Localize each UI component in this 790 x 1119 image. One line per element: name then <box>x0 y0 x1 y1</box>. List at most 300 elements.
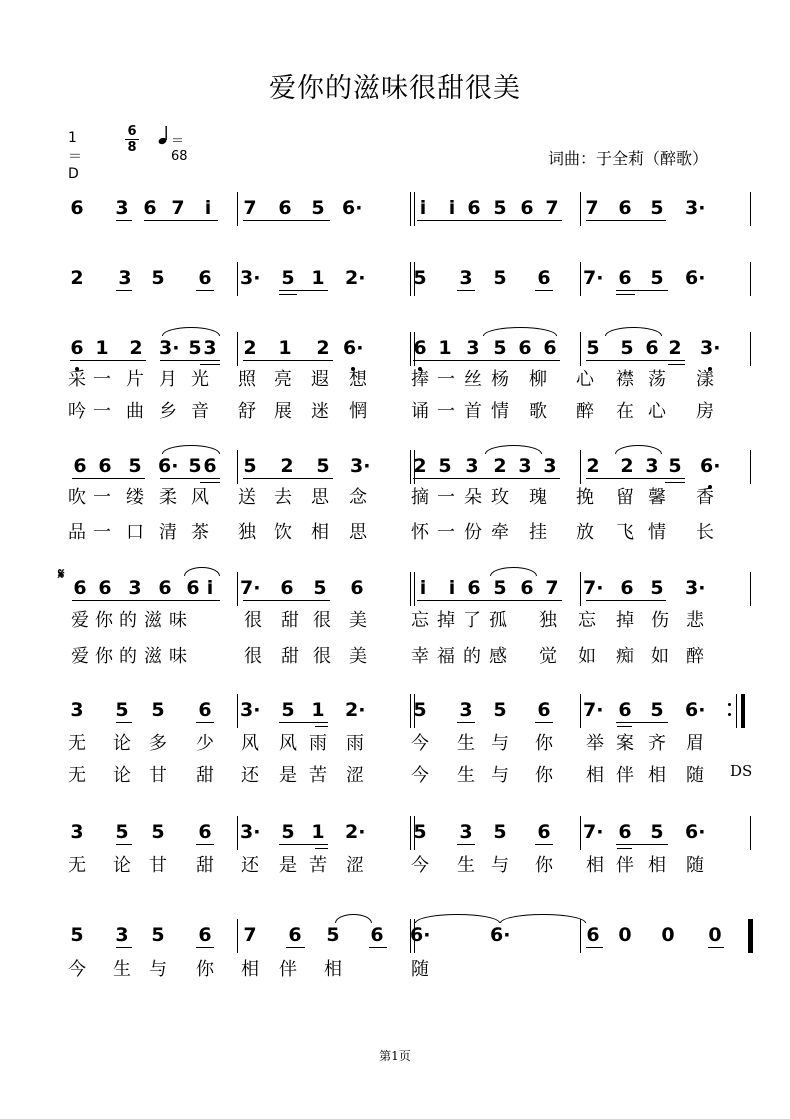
beam-underline <box>196 844 214 845</box>
slur <box>490 567 537 576</box>
lyric-char: 甜 <box>196 855 214 876</box>
lyric-char: 一 <box>437 522 455 543</box>
note-digit: 0 <box>618 924 632 946</box>
lyric-char: 相 <box>648 765 666 786</box>
note-digit: 5 <box>650 821 664 843</box>
lyric-char: 今 <box>68 959 86 980</box>
note-digit: 3 <box>203 337 217 359</box>
note-digit: 6 <box>98 577 112 599</box>
lyric-char: 孤 <box>489 610 507 631</box>
lyric-char: 随 <box>686 765 704 786</box>
lyric-char: 相 <box>324 959 342 980</box>
bar-line <box>580 262 581 296</box>
note-digit: 5 <box>493 821 507 843</box>
lyric-char: 在 <box>616 401 634 422</box>
lyric-char: 如 <box>651 646 669 667</box>
note-digit: 6· <box>685 699 706 721</box>
bar-line <box>750 450 751 484</box>
lyric-char: 爱 <box>71 610 89 631</box>
lyric-char: 音 <box>191 401 209 422</box>
beam-underline <box>279 844 328 845</box>
bar-line <box>580 572 581 606</box>
lyric-char: 照 <box>238 369 256 390</box>
lyric-char: 清 <box>159 522 177 543</box>
bar-line <box>750 262 751 296</box>
bar-line <box>410 192 411 226</box>
note-digit: 6 <box>618 699 632 721</box>
note-digit: 1 <box>311 699 325 721</box>
lyric-char: 瑰 <box>529 487 547 508</box>
lyric-char: 的 <box>119 646 137 667</box>
note-digit: 6 <box>467 577 481 599</box>
note-digit: 6 <box>370 924 384 946</box>
note-digit: 3 <box>115 197 129 219</box>
note-digit: 6 <box>518 337 532 359</box>
lyric-char: 还 <box>241 855 259 876</box>
lyric-char: 无 <box>68 765 86 786</box>
lyric-char: 与 <box>149 959 167 980</box>
lyric-char: 荡 <box>648 369 666 390</box>
lyric-char: 香 <box>696 487 714 508</box>
lyric-char: 歌 <box>529 401 547 422</box>
note-digit: 2· <box>345 699 366 721</box>
lyric-char: 与 <box>491 855 509 876</box>
beam-underline <box>116 947 132 948</box>
note-digit: 5 <box>586 337 600 359</box>
beam-underline <box>616 290 668 291</box>
beam-underline <box>116 290 132 291</box>
lyric-char: 生 <box>457 855 475 876</box>
note-digit: 1 <box>438 337 452 359</box>
note-digit: 6 <box>620 577 634 599</box>
lyric-char: 雨 <box>346 733 364 754</box>
lyric-char: 摘 <box>411 487 429 508</box>
lyric-char: 心 <box>648 401 666 422</box>
lyric-char: 无 <box>68 733 86 754</box>
note-digit: 2 <box>668 337 682 359</box>
note-digit: 5 <box>151 821 165 843</box>
note-digit: 1 <box>311 821 325 843</box>
lyric-char: 与 <box>491 765 509 786</box>
note-digit: 5 <box>650 267 664 289</box>
note-digit: 2 <box>620 455 634 477</box>
lyric-char: 杨 <box>491 369 509 390</box>
note-digit: 0 <box>708 924 722 946</box>
final-bar <box>748 919 752 953</box>
lyric-char: 生 <box>457 733 475 754</box>
note-digit: 6 <box>537 821 551 843</box>
lyric-char: 滋 <box>144 610 162 631</box>
lyric-char: 采 <box>68 369 86 390</box>
beam-underline <box>586 478 685 479</box>
lyric-char: 爱 <box>71 646 89 667</box>
note-digit: 3· <box>240 821 261 843</box>
lyric-char: 雨 <box>309 733 327 754</box>
lyric-char: 论 <box>113 765 131 786</box>
note-digit: i <box>448 197 456 219</box>
lyric-char: 一 <box>93 487 111 508</box>
note-digit: 6 <box>70 197 84 219</box>
note-digit: 5 <box>493 337 507 359</box>
lyric-char: 相 <box>586 765 604 786</box>
lyric-char: 如 <box>578 646 596 667</box>
note-digit: 6 <box>618 197 632 219</box>
lyric-char: 伴 <box>616 765 634 786</box>
beam-underline <box>708 947 724 948</box>
note-digit: 5 <box>281 699 295 721</box>
bar-line <box>750 816 751 850</box>
lyric-char: 与 <box>491 733 509 754</box>
beam-underline <box>160 360 220 361</box>
note-digit: 3· <box>159 337 180 359</box>
lyric-char: 放 <box>576 522 594 543</box>
beam-underline <box>586 947 603 948</box>
lyric-char: 很 <box>244 610 262 631</box>
lyric-char: 思 <box>349 522 367 543</box>
lyric-char: 随 <box>411 959 429 980</box>
note-digit: 7 <box>545 577 559 599</box>
lyric-char: 相 <box>311 522 329 543</box>
lyric-char: 今 <box>411 733 429 754</box>
lyric-char: 今 <box>411 765 429 786</box>
beam-underline <box>200 364 220 365</box>
note-digit: 3 <box>459 267 473 289</box>
lyric-char: 味 <box>169 610 187 631</box>
lyric-char: 甜 <box>196 765 214 786</box>
tempo-mark: ＝ 68 <box>171 134 188 164</box>
lyric-char: 念 <box>349 487 367 508</box>
beam-underline <box>279 722 328 723</box>
note-digit: 7 <box>243 924 257 946</box>
note-digit: 5 <box>413 267 427 289</box>
lyric-char: 了 <box>463 610 481 631</box>
bar-line <box>237 262 238 296</box>
beam-underline <box>616 844 668 845</box>
note-digit: 1 <box>278 337 292 359</box>
time-signature-top: 6 <box>127 124 137 139</box>
slur <box>500 914 586 923</box>
lyric-char: 迷 <box>311 401 329 422</box>
beam-underline <box>116 844 132 845</box>
lyric-char: 饮 <box>274 522 292 543</box>
note-digit: 3 <box>645 455 659 477</box>
lyric-char: 独 <box>539 610 557 631</box>
note-digit: 5 <box>620 337 634 359</box>
bar-line <box>410 572 411 606</box>
bar-line <box>237 816 238 850</box>
note-digit: 2 <box>493 455 507 477</box>
beam-underline <box>535 844 553 845</box>
lyric-char: 一 <box>437 487 455 508</box>
note-digit: 7· <box>583 821 604 843</box>
note-digit: 7· <box>583 577 604 599</box>
lyric-char: 诵 <box>411 401 429 422</box>
note-digit: 5 <box>188 337 202 359</box>
bar-line <box>580 450 581 484</box>
note-digit: 6 <box>413 337 427 359</box>
note-digit: 3 <box>128 577 142 599</box>
note-digit: 3· <box>685 577 706 599</box>
lyric-char: 味 <box>169 646 187 667</box>
beam-underline <box>196 947 214 948</box>
note-digit: i <box>419 197 427 219</box>
note-digit: 7· <box>240 577 261 599</box>
lyric-char: 涩 <box>346 765 364 786</box>
lyric-char: 去 <box>274 487 292 508</box>
note-digit: i <box>206 577 214 599</box>
lyric-char: 乡 <box>159 401 177 422</box>
beam-underline <box>616 294 635 295</box>
note-digit: 3· <box>240 267 261 289</box>
lyric-char: 品 <box>68 522 86 543</box>
lyric-char: 相 <box>241 959 259 980</box>
beam-underline <box>665 482 685 483</box>
lyric-char: 伴 <box>616 855 634 876</box>
note-digit: 6 <box>203 455 217 477</box>
final-bar <box>741 694 745 728</box>
note-digit: 7· <box>583 699 604 721</box>
note-digit: i <box>204 197 212 219</box>
note-digit: 3 <box>466 337 480 359</box>
beam-underline <box>160 478 220 479</box>
note-digit: 2· <box>345 821 366 843</box>
note-digit: 6 <box>543 337 557 359</box>
note-digit: 6 <box>288 924 302 946</box>
beam-underline <box>417 220 562 221</box>
lyric-char: 风 <box>191 487 209 508</box>
slur <box>605 327 662 336</box>
beam-underline <box>413 478 560 479</box>
lyric-char: 片 <box>126 369 144 390</box>
lyric-char: 很 <box>313 610 331 631</box>
lyric-char: 论 <box>113 733 131 754</box>
note-digit: 6 <box>198 267 212 289</box>
lyric-char: 首 <box>464 401 482 422</box>
note-digit: 6 <box>186 577 200 599</box>
lyric-char: 你 <box>535 733 553 754</box>
segno-icon: 𝄋 <box>58 565 65 583</box>
note-digit: 2 <box>316 337 330 359</box>
lyric-char: 曲 <box>126 401 144 422</box>
beam-underline <box>243 360 333 361</box>
beam-underline <box>279 294 297 295</box>
lyric-char: 少 <box>196 733 214 754</box>
lyric-char: 生 <box>457 765 475 786</box>
lyric-char: 悲 <box>686 610 704 631</box>
beam-underline <box>243 220 330 221</box>
lyric-char: 一 <box>93 369 111 390</box>
note-digit: 5 <box>326 924 340 946</box>
lyric-char: 伴 <box>279 959 297 980</box>
beam-underline <box>617 848 632 849</box>
beam-underline <box>616 722 668 723</box>
beam-underline <box>196 290 214 291</box>
lyric-char: 的 <box>463 646 481 667</box>
note-digit: 3 <box>459 699 473 721</box>
lyric-char: 甜 <box>281 610 299 631</box>
beam-underline <box>668 364 685 365</box>
lyric-char: 是 <box>279 855 297 876</box>
bar-line <box>750 572 751 606</box>
note-digit: 5 <box>493 699 507 721</box>
beam-underline <box>70 360 146 361</box>
lyric-char: 牵 <box>491 522 509 543</box>
note-digit: 2 <box>586 455 600 477</box>
note-digit: 5 <box>493 267 507 289</box>
lyric-char: 柳 <box>529 369 547 390</box>
lyric-char: 吟 <box>68 401 86 422</box>
lyric-char: 舒 <box>238 401 256 422</box>
beam-underline <box>72 478 145 479</box>
lyric-char: 很 <box>244 646 262 667</box>
beam-underline <box>417 600 562 601</box>
note-digit: 6 <box>467 197 481 219</box>
lyric-char: 丝 <box>464 369 482 390</box>
lyric-char: 茶 <box>191 522 209 543</box>
lyric-char: 幸 <box>411 646 429 667</box>
note-digit: 6 <box>586 924 600 946</box>
note-digit: 7 <box>243 197 257 219</box>
note-digit: 0 <box>661 924 675 946</box>
note-digit: 6 <box>278 197 292 219</box>
bar-line <box>237 919 238 953</box>
note-digit: 6 <box>618 821 632 843</box>
lyric-char: 相 <box>586 855 604 876</box>
lyric-char: 美 <box>349 646 367 667</box>
bar-line <box>752 919 753 953</box>
bar-line <box>237 450 238 484</box>
note-digit: 6· <box>158 455 179 477</box>
lyric-char: 齐 <box>648 733 666 754</box>
lyric-char: 怀 <box>411 522 429 543</box>
note-digit: 3· <box>240 699 261 721</box>
note-digit: 5 <box>115 821 129 843</box>
note-digit: 6 <box>350 577 364 599</box>
lyric-char: 月 <box>159 369 177 390</box>
lyric-char: 掉 <box>437 610 455 631</box>
note-digit: i <box>419 577 427 599</box>
beam-underline <box>279 290 328 291</box>
beam-underline <box>535 290 553 291</box>
bar-line <box>237 694 238 728</box>
lyric-char: 吹 <box>68 487 86 508</box>
note-digit: 7 <box>545 197 559 219</box>
bar-line <box>237 572 238 606</box>
lyric-char: 一 <box>437 401 455 422</box>
note-digit: 6 <box>198 821 212 843</box>
lyric-char: 眉 <box>686 733 704 754</box>
lyric-char: 觉 <box>539 646 557 667</box>
note-digit: 5 <box>650 197 664 219</box>
lyric-char: 一 <box>437 369 455 390</box>
note-digit: 6· <box>343 337 364 359</box>
lyric-char: 你 <box>535 855 553 876</box>
note-digit: 7· <box>583 267 604 289</box>
slur <box>615 445 662 454</box>
note-digit: 3· <box>685 197 706 219</box>
note-digit: 5 <box>281 267 295 289</box>
note-digit: 5 <box>311 197 325 219</box>
slur <box>483 327 557 336</box>
lyric-char: 挂 <box>529 522 547 543</box>
note-digit: 5 <box>650 577 664 599</box>
note-digit: 5 <box>243 455 257 477</box>
note-digit: 6 <box>98 455 112 477</box>
beam-underline <box>586 600 666 601</box>
bar-line <box>750 332 751 366</box>
ds-marker: DS <box>730 762 753 780</box>
lyric-char: 生 <box>113 959 131 980</box>
beam-underline <box>617 726 632 727</box>
beam-underline <box>286 947 305 948</box>
lyric-char: 一 <box>93 522 111 543</box>
lyric-char: 惘 <box>349 401 367 422</box>
bar-line <box>237 192 238 226</box>
lyric-char: 今 <box>411 855 429 876</box>
note-digit: 6 <box>520 197 534 219</box>
note-digit: 6 <box>198 699 212 721</box>
lyric-char: 你 <box>95 610 113 631</box>
note-digit: 6 <box>645 337 659 359</box>
beam-underline <box>586 360 685 361</box>
bar-line <box>580 694 581 728</box>
note-digit: 3 <box>118 267 132 289</box>
lyric-char: 还 <box>241 765 259 786</box>
note-digit: 2 <box>413 455 427 477</box>
note-digit: 6· <box>490 924 511 946</box>
note-digit: 6 <box>618 267 632 289</box>
slur <box>485 445 542 454</box>
beam-underline <box>457 290 475 291</box>
bar-line <box>580 192 581 226</box>
time-signature-bottom: 8 <box>127 140 137 155</box>
beam-underline <box>144 220 218 221</box>
note-digit: 5 <box>70 924 84 946</box>
lyric-char: 很 <box>313 646 331 667</box>
lyric-char: 风 <box>241 733 259 754</box>
beam-underline <box>413 360 560 361</box>
lyric-char: 思 <box>311 487 329 508</box>
note-digit: 6 <box>158 577 172 599</box>
beam-underline <box>457 844 475 845</box>
note-digit: 2 <box>129 337 143 359</box>
note-digit: 3 <box>459 821 473 843</box>
lyric-char: 滋 <box>144 646 162 667</box>
lyric-char: 是 <box>279 765 297 786</box>
note-digit: 6 <box>143 197 157 219</box>
bar-line <box>750 192 751 226</box>
note-digit: 3 <box>518 455 532 477</box>
lyric-char: 朵 <box>464 487 482 508</box>
note-digit: 5 <box>493 577 507 599</box>
lyric-char: 份 <box>464 522 482 543</box>
lyric-char: 口 <box>126 522 144 543</box>
note-digit: 6· <box>685 821 706 843</box>
lyric-char: 一 <box>93 401 111 422</box>
lyric-char: 甜 <box>281 646 299 667</box>
lyric-char: 飞 <box>616 522 634 543</box>
lyric-char: 挽 <box>576 487 594 508</box>
beam-underline <box>72 600 220 601</box>
lyric-char: 苦 <box>309 765 327 786</box>
note-digit: 6 <box>73 577 87 599</box>
page-number: 第1页 <box>379 1049 411 1063</box>
lyric-char: 留 <box>616 487 634 508</box>
lyric-char: 亮 <box>274 369 292 390</box>
note-digit: 1 <box>95 337 109 359</box>
note-digit: 7 <box>171 197 185 219</box>
song-title: 爱你的滋味很甜很美 <box>269 73 521 104</box>
